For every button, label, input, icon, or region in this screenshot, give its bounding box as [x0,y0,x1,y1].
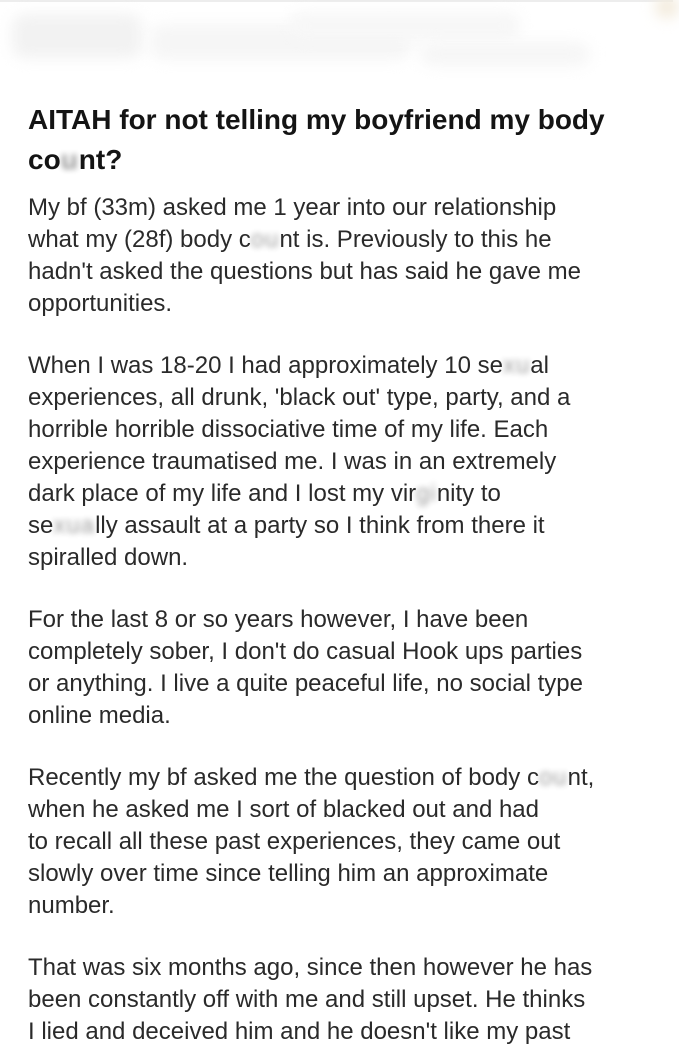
censored-text: xua [53,512,96,539]
censored-text: ou [538,764,568,791]
text-line [28,1016,645,1048]
post-paragraph [28,604,645,732]
text-line [28,478,645,510]
text-line [28,636,645,668]
post-title [28,100,645,180]
text-segment: online media. [28,702,171,729]
censored-text: xu [502,352,531,379]
post-paragraph [28,192,645,320]
text-segment: opportunities. [28,290,173,317]
text-line [28,794,645,826]
text-line [28,192,645,224]
text-segment: experiences, all drunk, 'black out' type, party, and a [28,384,571,411]
text-segment: lly assault at a party so I think from there it [95,512,545,539]
text-line [28,510,645,542]
text-line [28,382,645,414]
text-segment: Recently my bf asked me the question of body c [28,764,539,791]
text-line [28,446,645,478]
text-line [28,350,645,382]
text-segment: hadn't asked the questions but has said he gave me [28,258,581,285]
text-segment: My bf (33m) asked me 1 year into our relationship [28,194,557,221]
text-segment: to recall all these past experiences, they came out [28,828,561,855]
text-segment: al [530,352,549,379]
text-segment: That was six months ago, since then however he has [28,954,593,981]
censored-text: ou [250,226,280,253]
text-segment: co [28,144,61,175]
text-segment: slowly over time since telling him an approximate [28,860,549,887]
censored-text: gi [416,480,437,507]
text-line [28,826,645,858]
text-line [28,288,645,320]
text-line [28,984,645,1016]
text-segment: been constantly off with me and still upset. He thinks [28,986,586,1013]
text-segment: number. [28,892,115,919]
text-line [28,668,645,700]
post-paragraph [28,762,645,922]
text-segment: nt is. Previously to this he [279,226,552,253]
text-segment: nt? [78,144,123,175]
text-line [28,414,645,446]
text-line [28,542,645,574]
text-line [28,858,645,890]
text-segment: spiralled down. [28,544,189,571]
text-segment: or anything. I live a quite peaceful life, no social type [28,670,583,697]
text-segment: nt, [567,764,595,791]
text-segment: experience traumatised me. I was in an extremely [28,448,557,475]
post-paragraph [28,952,645,1048]
text-segment: I lied and deceived him and he doesn't like my past [28,1018,571,1045]
text-line [28,700,645,732]
text-segment: when he asked me I sort of blacked out and had [28,796,539,823]
text-line [28,256,645,288]
text-segment: horrible horrible dissociative time of my life. Each [28,416,549,443]
text-segment: dark place of my life and I lost my vir [28,480,417,507]
post-paragraph [28,350,645,574]
text-segment: When I was 18-20 I had approximately 10 se [28,352,503,379]
text-line [28,952,645,984]
text-segment: se [28,512,54,539]
text-line [28,890,645,922]
text-line [28,762,645,794]
text-line [28,100,645,140]
text-line [28,604,645,636]
text-segment: what my (28f) body c [28,226,251,253]
text-line [28,224,645,256]
text-segment: completely sober, I don't do casual Hook ups parties [28,638,583,665]
text-line [28,140,645,180]
text-segment: For the last 8 or so years however, I have been [28,606,529,633]
post-body [28,192,645,1048]
text-segment: AITAH for not telling my boyfriend my body [28,104,605,135]
censored-text: u [60,144,79,175]
text-segment: nity to [436,480,501,507]
